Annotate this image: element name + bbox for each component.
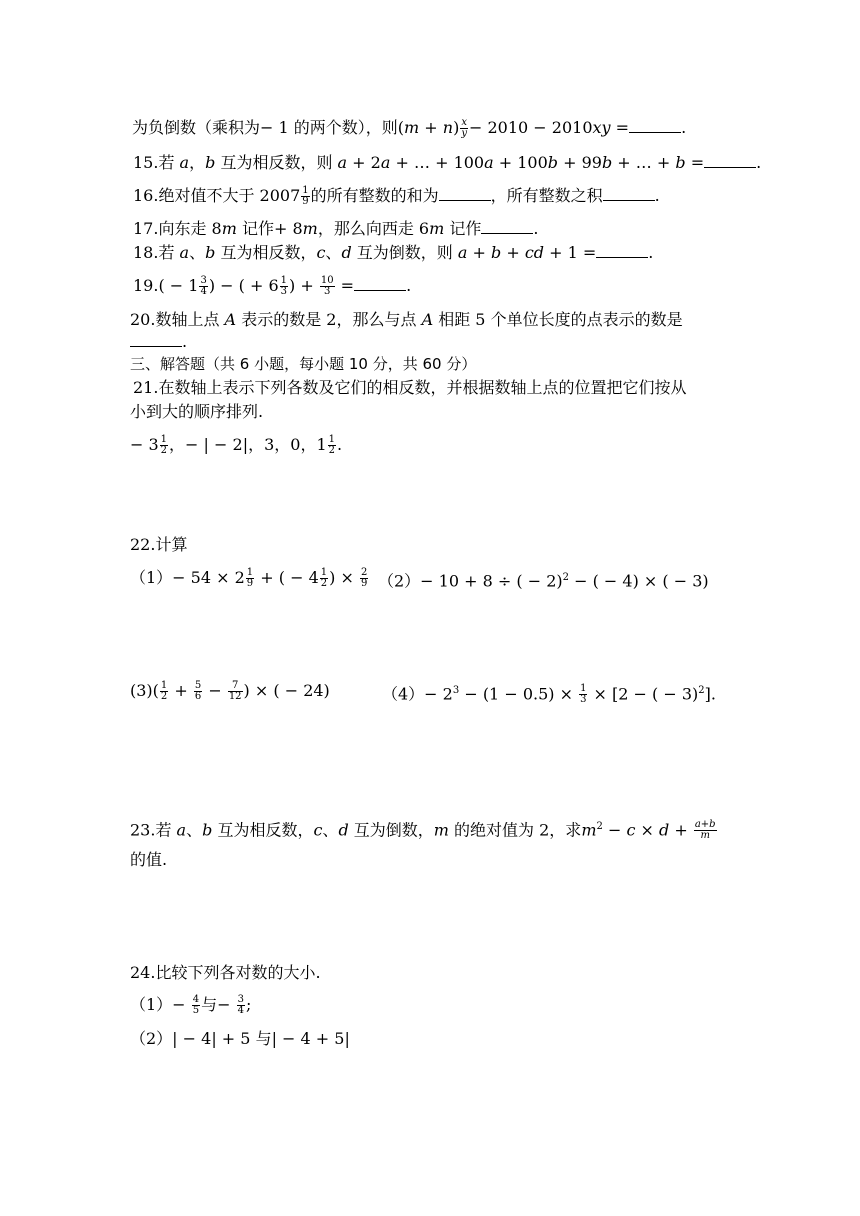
question-23-line1: 23.若 a、b 互为相反数，c、d 互为倒数，m 的绝对值为 2，求$m^2 - c \times d$ + $\frac{a+b}{m}$ [130,819,716,842]
question-17: 17.向东走 8m 记作+ 8m，那么向西走 6m 记作 . [133,219,539,238]
question-24-part1: （1）− $\frac{4}{5}$ 与− $\frac{3}{4}$ ; [130,994,252,1016]
question-22-part4: $(4)- 2^3 - (1 - 0.5)$ × $\frac{1}{3}$ × [2 − ( − 3)$^2$]. [382,683,716,706]
question-22-part1: （1）− 54 × 2 $\frac{1}{9}$ + ( − 4 $\frac{1}{2}$ ) × $\frac{2}{9}$ [130,567,368,589]
question-22-part2: （2）− 10 + 8 ÷ ( − 2)$^2$ − ( − 4) × ( − 3) [378,571,709,591]
question-16: 16.绝对值不大于 2007 $\frac{1}{9}$ 的所有整数的和为 ，所有整数之积 . [133,185,660,207]
question-20-line2: . [130,331,187,353]
question-19: 19.( − 1 $\frac{3}{4}$ ) − ( + 6 $\frac{1}{3}$ ) + $\frac{10}{3}$ = . [133,275,412,297]
question-24-title: 24.比较下列各对数的大小. [130,963,321,982]
question-20: 20.数轴上点 A 表示的数是 2，那么与点 A 相距 5 个单位长度的点表示的数是 [130,310,683,329]
question-15: 15.若 a，b 互为相反数，则 a + 2a + … + 100a + 100b + 99b + … + b = . [133,153,762,172]
question-21-line2: 小到大的顺序排列. [130,402,264,421]
question-23-line2: 的值. [130,850,168,869]
question-21-numbers: − 3 $\frac{1}{2}$ ，− | − 2|，3，0，1 $\frac{1}{2}$ . [130,434,343,456]
question-21-line1: 21.在数轴上表示下列各数及它们的相反数，并根据数轴上点的位置把它们按从 [133,378,687,397]
question-24-part2: （2）| − 4| + 5 与| − 4 + 5| [130,1029,350,1048]
question-22-title: 22.计算 [130,535,188,554]
section-3-heading: 三、解答题（共 6 小题，每小题 10 分，共 60 分） [130,355,477,373]
q14-tail: 为负倒数（乘积为− 1 的两个数），则(m + n) $\frac{x}{y}$ − 2010 − 2010xy = . [132,117,687,139]
question-18: 18.若 a、b 互为相反数，c、d 互为倒数，则 a + b + cd + 1 = . [133,243,654,262]
question-22-part3: (3)( $\frac{1}{2}$ + $\frac{5}{6}$ − $\frac{7}{12}$ ) × ( − 24) [130,680,330,702]
